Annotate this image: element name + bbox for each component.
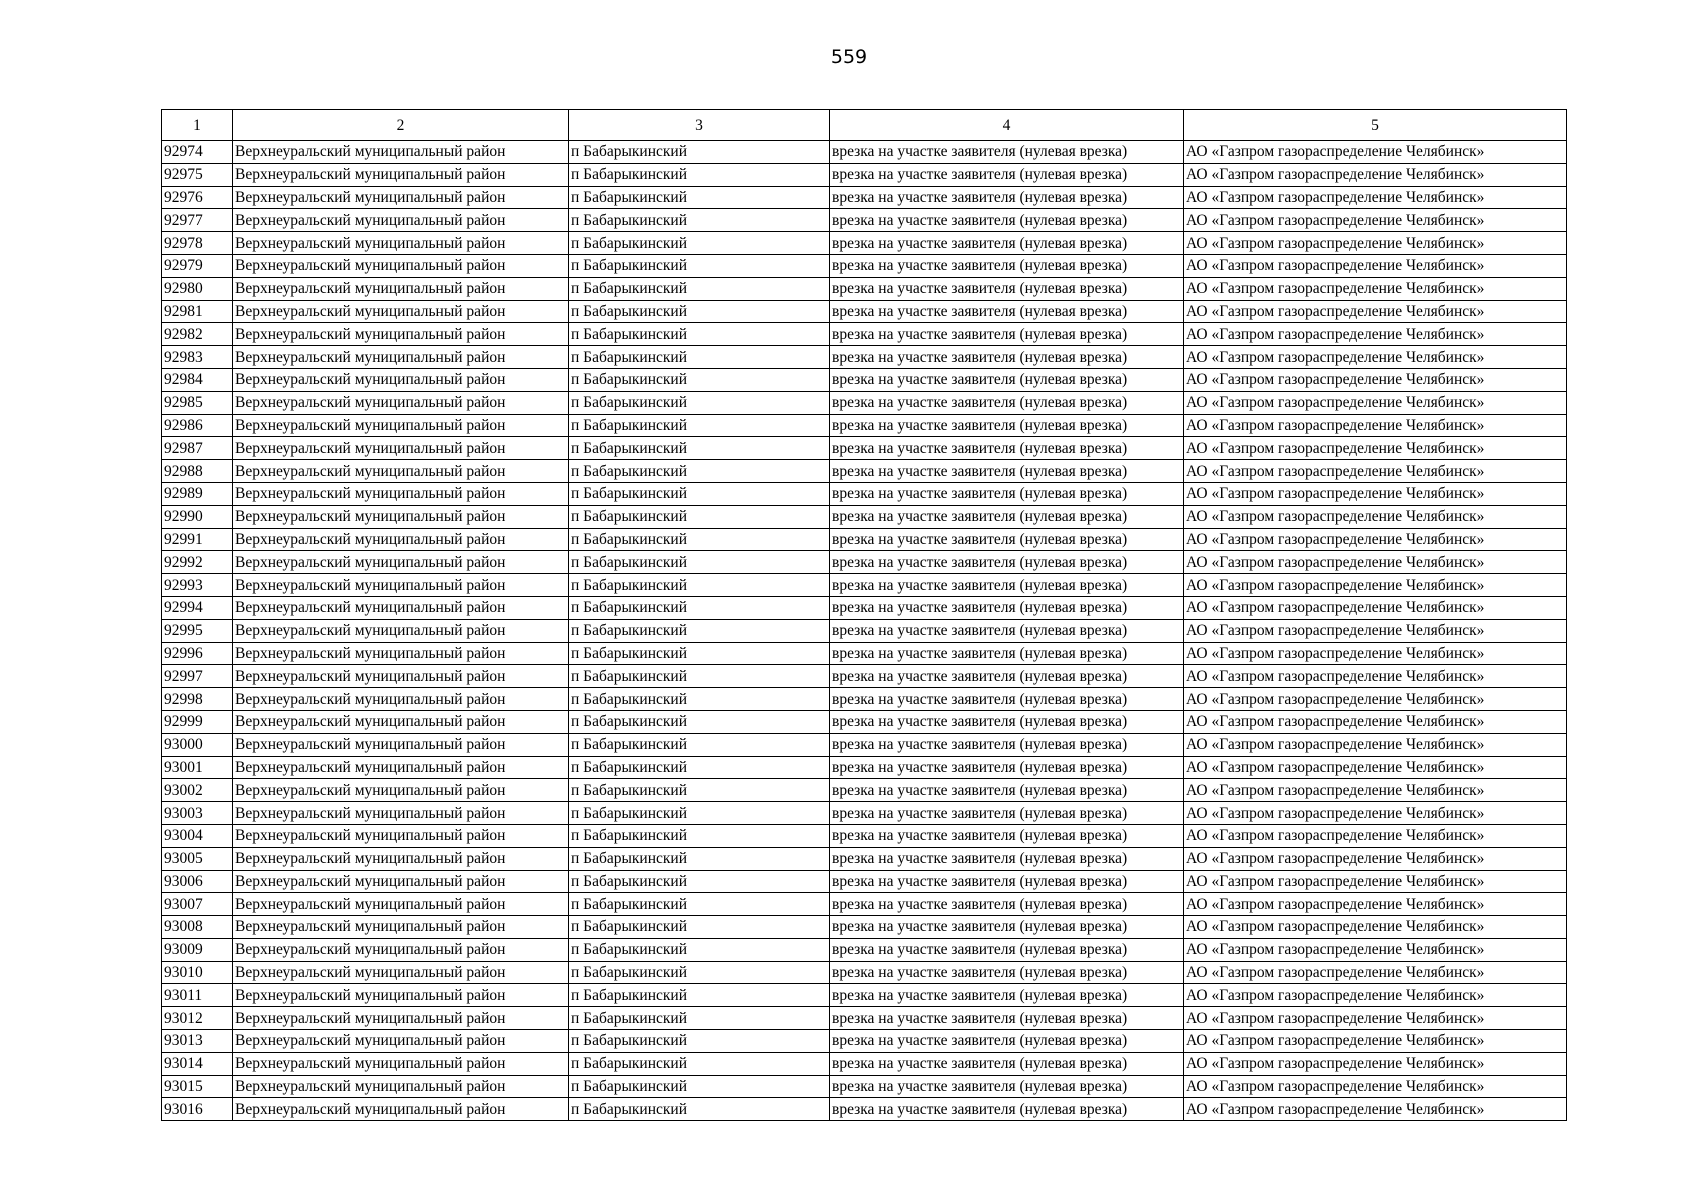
connection-type-cell: врезка на участке заявителя (нулевая врезка) [830, 437, 1184, 460]
organization-cell: АО «Газпром газораспределение Челябинск» [1184, 141, 1567, 164]
connection-type-cell: врезка на участке заявителя (нулевая врезка) [830, 710, 1184, 733]
row-number-cell: 92982 [162, 323, 233, 346]
settlement-cell: п Бабарыкинский [569, 254, 830, 277]
district-cell: Верхнеуральский муниципальный район [233, 551, 569, 574]
district-cell: Верхнеуральский муниципальный район [233, 824, 569, 847]
row-number-cell: 92990 [162, 505, 233, 528]
data-table [161, 109, 1567, 1121]
organization-cell: АО «Газпром газораспределение Челябинск» [1184, 938, 1567, 961]
settlement-cell: п Бабарыкинский [569, 391, 830, 414]
district-cell: Верхнеуральский муниципальный район [233, 414, 569, 437]
organization-cell: АО «Газпром газораспределение Челябинск» [1184, 756, 1567, 779]
settlement-cell: п Бабарыкинский [569, 961, 830, 984]
district-cell: Верхнеуральский муниципальный район [233, 619, 569, 642]
district-cell: Верхнеуральский муниципальный район [233, 802, 569, 825]
settlement-cell: п Бабарыкинский [569, 437, 830, 460]
table-row [162, 437, 1567, 460]
connection-type-cell: врезка на участке заявителя (нулевая врезка) [830, 368, 1184, 391]
connection-type-cell: врезка на участке заявителя (нулевая врезка) [830, 916, 1184, 939]
row-number-cell: 92978 [162, 232, 233, 255]
connection-type-cell: врезка на участке заявителя (нулевая врезка) [830, 551, 1184, 574]
organization-cell: АО «Газпром газораспределение Челябинск» [1184, 163, 1567, 186]
connection-type-cell: врезка на участке заявителя (нулевая врезка) [830, 528, 1184, 551]
connection-type-cell: врезка на участке заявителя (нулевая врезка) [830, 893, 1184, 916]
connection-type-cell: врезка на участке заявителя (нулевая врезка) [830, 482, 1184, 505]
organization-cell: АО «Газпром газораспределение Челябинск» [1184, 232, 1567, 255]
organization-cell: АО «Газпром газораспределение Челябинск» [1184, 802, 1567, 825]
organization-cell: АО «Газпром газораспределение Челябинск» [1184, 1007, 1567, 1030]
table-row [162, 665, 1567, 688]
row-number-cell: 92981 [162, 300, 233, 323]
settlement-cell: п Бабарыкинский [569, 528, 830, 551]
row-number-cell: 92983 [162, 346, 233, 369]
connection-type-cell: врезка на участке заявителя (нулевая врезка) [830, 1075, 1184, 1098]
settlement-cell: п Бабарыкинский [569, 232, 830, 255]
organization-cell: АО «Газпром газораспределение Челябинск» [1184, 710, 1567, 733]
connection-type-cell: врезка на участке заявителя (нулевая врезка) [830, 1030, 1184, 1053]
table-row [162, 163, 1567, 186]
table-row [162, 551, 1567, 574]
row-number-cell: 92997 [162, 665, 233, 688]
settlement-cell: п Бабарыкинский [569, 710, 830, 733]
connection-type-cell: врезка на участке заявителя (нулевая врезка) [830, 984, 1184, 1007]
connection-type-cell: врезка на участке заявителя (нулевая врезка) [830, 232, 1184, 255]
district-cell: Верхнеуральский муниципальный район [233, 1030, 569, 1053]
settlement-cell: п Бабарыкинский [569, 141, 830, 164]
table-row [162, 277, 1567, 300]
connection-type-cell: врезка на участке заявителя (нулевая врезка) [830, 254, 1184, 277]
row-number-cell: 93012 [162, 1007, 233, 1030]
connection-type-cell: врезка на участке заявителя (нулевая врезка) [830, 779, 1184, 802]
district-cell: Верхнеуральский муниципальный район [233, 323, 569, 346]
connection-type-cell: врезка на участке заявителя (нулевая врезка) [830, 642, 1184, 665]
settlement-cell: п Бабарыкинский [569, 619, 830, 642]
table-row [162, 346, 1567, 369]
connection-type-cell: врезка на участке заявителя (нулевая врезка) [830, 1052, 1184, 1075]
row-number-cell: 93014 [162, 1052, 233, 1075]
connection-type-cell: врезка на участке заявителя (нулевая врезка) [830, 186, 1184, 209]
row-number-cell: 92991 [162, 528, 233, 551]
organization-cell: АО «Газпром газораспределение Челябинск» [1184, 596, 1567, 619]
table-row [162, 1052, 1567, 1075]
organization-cell: АО «Газпром газораспределение Челябинск» [1184, 642, 1567, 665]
row-number-cell: 92989 [162, 482, 233, 505]
district-cell: Верхнеуральский муниципальный район [233, 391, 569, 414]
district-cell: Верхнеуральский муниципальный район [233, 460, 569, 483]
organization-cell: АО «Газпром газораспределение Челябинск» [1184, 414, 1567, 437]
connection-type-cell: врезка на участке заявителя (нулевая врезка) [830, 505, 1184, 528]
row-number-cell: 92996 [162, 642, 233, 665]
table-row [162, 710, 1567, 733]
row-number-cell: 93009 [162, 938, 233, 961]
organization-cell: АО «Газпром газораспределение Челябинск» [1184, 505, 1567, 528]
connection-type-cell: врезка на участке заявителя (нулевая врезка) [830, 688, 1184, 711]
row-number-cell: 93006 [162, 870, 233, 893]
district-cell: Верхнеуральский муниципальный район [233, 1007, 569, 1030]
table-row [162, 1030, 1567, 1053]
district-cell: Верхнеуральский муниципальный район [233, 596, 569, 619]
row-number-cell: 92995 [162, 619, 233, 642]
row-number-cell: 92985 [162, 391, 233, 414]
table-row [162, 414, 1567, 437]
organization-cell: АО «Газпром газораспределение Челябинск» [1184, 733, 1567, 756]
connection-type-cell: врезка на участке заявителя (нулевая врезка) [830, 619, 1184, 642]
table-row [162, 323, 1567, 346]
organization-cell: АО «Газпром газораспределение Челябинск» [1184, 346, 1567, 369]
connection-type-cell: врезка на участке заявителя (нулевая врезка) [830, 961, 1184, 984]
row-number-cell: 92992 [162, 551, 233, 574]
settlement-cell: п Бабарыкинский [569, 1075, 830, 1098]
settlement-cell: п Бабарыкинский [569, 665, 830, 688]
connection-type-cell: врезка на участке заявителя (нулевая врезка) [830, 665, 1184, 688]
row-number-cell: 92993 [162, 574, 233, 597]
row-number-cell: 93016 [162, 1098, 233, 1121]
settlement-cell: п Бабарыкинский [569, 186, 830, 209]
district-cell: Верхнеуральский муниципальный район [233, 870, 569, 893]
district-cell: Верхнеуральский муниципальный район [233, 254, 569, 277]
row-number-cell: 92998 [162, 688, 233, 711]
connection-type-cell: врезка на участке заявителя (нулевая врезка) [830, 847, 1184, 870]
district-cell: Верхнеуральский муниципальный район [233, 1052, 569, 1075]
settlement-cell: п Бабарыкинский [569, 1098, 830, 1121]
table-row [162, 619, 1567, 642]
organization-cell: АО «Газпром газораспределение Челябинск» [1184, 482, 1567, 505]
connection-type-cell: врезка на участке заявителя (нулевая врезка) [830, 938, 1184, 961]
organization-cell: АО «Газпром газораспределение Челябинск» [1184, 323, 1567, 346]
connection-type-cell: врезка на участке заявителя (нулевая врезка) [830, 733, 1184, 756]
table-row [162, 186, 1567, 209]
settlement-cell: п Бабарыкинский [569, 938, 830, 961]
district-cell: Верхнеуральский муниципальный район [233, 505, 569, 528]
settlement-cell: п Бабарыкинский [569, 642, 830, 665]
row-number-cell: 93015 [162, 1075, 233, 1098]
table-row [162, 232, 1567, 255]
district-cell: Верхнеуральский муниципальный район [233, 893, 569, 916]
district-cell: Верхнеуральский муниципальный район [233, 779, 569, 802]
settlement-cell: п Бабарыкинский [569, 870, 830, 893]
settlement-cell: п Бабарыкинский [569, 505, 830, 528]
page-number: 559 [830, 46, 868, 68]
settlement-cell: п Бабарыкинский [569, 1052, 830, 1075]
column-header-2: 2 [233, 110, 569, 141]
connection-type-cell: врезка на участке заявителя (нулевая врезка) [830, 802, 1184, 825]
row-number-cell: 93000 [162, 733, 233, 756]
table-row [162, 254, 1567, 277]
district-cell: Верхнеуральский муниципальный район [233, 141, 569, 164]
settlement-cell: п Бабарыкинский [569, 984, 830, 1007]
connection-type-cell: врезка на участке заявителя (нулевая врезка) [830, 346, 1184, 369]
settlement-cell: п Бабарыкинский [569, 323, 830, 346]
settlement-cell: п Бабарыкинский [569, 688, 830, 711]
settlement-cell: п Бабарыкинский [569, 847, 830, 870]
district-cell: Верхнеуральский муниципальный район [233, 847, 569, 870]
connection-type-cell: врезка на участке заявителя (нулевая врезка) [830, 277, 1184, 300]
settlement-cell: п Бабарыкинский [569, 1007, 830, 1030]
table-row [162, 209, 1567, 232]
table-row [162, 596, 1567, 619]
table-row [162, 938, 1567, 961]
connection-type-cell: врезка на участке заявителя (нулевая врезка) [830, 391, 1184, 414]
organization-cell: АО «Газпром газораспределение Челябинск» [1184, 368, 1567, 391]
district-cell: Верхнеуральский муниципальный район [233, 688, 569, 711]
organization-cell: АО «Газпром газораспределение Челябинск» [1184, 1098, 1567, 1121]
header-row [162, 110, 1567, 141]
organization-cell: АО «Газпром газораспределение Челябинск» [1184, 209, 1567, 232]
organization-cell: АО «Газпром газораспределение Челябинск» [1184, 961, 1567, 984]
row-number-cell: 93010 [162, 961, 233, 984]
district-cell: Верхнеуральский муниципальный район [233, 186, 569, 209]
row-number-cell: 93005 [162, 847, 233, 870]
settlement-cell: п Бабарыкинский [569, 574, 830, 597]
district-cell: Верхнеуральский муниципальный район [233, 916, 569, 939]
connection-type-cell: врезка на участке заявителя (нулевая врезка) [830, 460, 1184, 483]
column-header-5: 5 [1184, 110, 1567, 141]
row-number-cell: 93001 [162, 756, 233, 779]
table-row [162, 505, 1567, 528]
row-number-cell: 93011 [162, 984, 233, 1007]
row-number-cell: 92994 [162, 596, 233, 619]
settlement-cell: п Бабарыкинский [569, 277, 830, 300]
settlement-cell: п Бабарыкинский [569, 414, 830, 437]
connection-type-cell: врезка на участке заявителя (нулевая врезка) [830, 141, 1184, 164]
table-row [162, 733, 1567, 756]
organization-cell: АО «Газпром газораспределение Челябинск» [1184, 300, 1567, 323]
row-number-cell: 92986 [162, 414, 233, 437]
table-row [162, 824, 1567, 847]
table-row [162, 779, 1567, 802]
organization-cell: АО «Газпром газораспределение Челябинск» [1184, 688, 1567, 711]
table-body [162, 141, 1567, 1121]
district-cell: Верхнеуральский муниципальный район [233, 642, 569, 665]
table-row [162, 916, 1567, 939]
district-cell: Верхнеуральский муниципальный район [233, 277, 569, 300]
settlement-cell: п Бабарыкинский [569, 163, 830, 186]
connection-type-cell: врезка на участке заявителя (нулевая врезка) [830, 870, 1184, 893]
organization-cell: АО «Газпром газораспределение Челябинск» [1184, 391, 1567, 414]
organization-cell: АО «Газпром газораспределение Челябинск» [1184, 1030, 1567, 1053]
district-cell: Верхнеуральский муниципальный район [233, 665, 569, 688]
connection-type-cell: врезка на участке заявителя (нулевая врезка) [830, 1007, 1184, 1030]
organization-cell: АО «Газпром газораспределение Челябинск» [1184, 551, 1567, 574]
table-row [162, 300, 1567, 323]
settlement-cell: п Бабарыкинский [569, 733, 830, 756]
organization-cell: АО «Газпром газораспределение Челябинск» [1184, 277, 1567, 300]
connection-type-cell: врезка на участке заявителя (нулевая врезка) [830, 163, 1184, 186]
organization-cell: АО «Газпром газораспределение Челябинск» [1184, 847, 1567, 870]
connection-type-cell: врезка на участке заявителя (нулевая врезка) [830, 323, 1184, 346]
connection-type-cell: врезка на участке заявителя (нулевая врезка) [830, 209, 1184, 232]
table-row [162, 482, 1567, 505]
organization-cell: АО «Газпром газораспределение Челябинск» [1184, 984, 1567, 1007]
row-number-cell: 92980 [162, 277, 233, 300]
district-cell: Верхнеуральский муниципальный район [233, 163, 569, 186]
settlement-cell: п Бабарыкинский [569, 916, 830, 939]
table-row [162, 1007, 1567, 1030]
connection-type-cell: врезка на участке заявителя (нулевая врезка) [830, 824, 1184, 847]
district-cell: Верхнеуральский муниципальный район [233, 300, 569, 323]
district-cell: Верхнеуральский муниципальный район [233, 710, 569, 733]
district-cell: Верхнеуральский муниципальный район [233, 232, 569, 255]
row-number-cell: 93003 [162, 802, 233, 825]
row-number-cell: 92975 [162, 163, 233, 186]
organization-cell: АО «Газпром газораспределение Челябинск» [1184, 665, 1567, 688]
table-row [162, 802, 1567, 825]
table-row [162, 460, 1567, 483]
district-cell: Верхнеуральский муниципальный район [233, 733, 569, 756]
settlement-cell: п Бабарыкинский [569, 209, 830, 232]
row-number-cell: 93008 [162, 916, 233, 939]
organization-cell: АО «Газпром газораспределение Челябинск» [1184, 437, 1567, 460]
connection-type-cell: врезка на участке заявителя (нулевая врезка) [830, 414, 1184, 437]
organization-cell: АО «Газпром газораспределение Челябинск» [1184, 619, 1567, 642]
table-row [162, 391, 1567, 414]
row-number-cell: 92977 [162, 209, 233, 232]
settlement-cell: п Бабарыкинский [569, 368, 830, 391]
organization-cell: АО «Газпром газораспределение Челябинск» [1184, 916, 1567, 939]
settlement-cell: п Бабарыкинский [569, 300, 830, 323]
connection-type-cell: врезка на участке заявителя (нулевая врезка) [830, 300, 1184, 323]
settlement-cell: п Бабарыкинский [569, 460, 830, 483]
connection-type-cell: врезка на участке заявителя (нулевая врезка) [830, 756, 1184, 779]
district-cell: Верхнеуральский муниципальный район [233, 756, 569, 779]
table-row [162, 1075, 1567, 1098]
row-number-cell: 93002 [162, 779, 233, 802]
organization-cell: АО «Газпром газораспределение Челябинск» [1184, 824, 1567, 847]
district-cell: Верхнеуральский муниципальный район [233, 482, 569, 505]
organization-cell: АО «Газпром газораспределение Челябинск» [1184, 779, 1567, 802]
district-cell: Верхнеуральский муниципальный район [233, 346, 569, 369]
table-row [162, 368, 1567, 391]
organization-cell: АО «Газпром газораспределение Челябинск» [1184, 528, 1567, 551]
table-row [162, 141, 1567, 164]
organization-cell: АО «Газпром газораспределение Челябинск» [1184, 460, 1567, 483]
settlement-cell: п Бабарыкинский [569, 756, 830, 779]
table-row [162, 847, 1567, 870]
table-row [162, 642, 1567, 665]
row-number-cell: 92974 [162, 141, 233, 164]
settlement-cell: п Бабарыкинский [569, 824, 830, 847]
district-cell: Верхнеуральский муниципальный район [233, 209, 569, 232]
row-number-cell: 92976 [162, 186, 233, 209]
row-number-cell: 92979 [162, 254, 233, 277]
connection-type-cell: врезка на участке заявителя (нулевая врезка) [830, 574, 1184, 597]
table-row [162, 688, 1567, 711]
column-header-1: 1 [162, 110, 233, 141]
row-number-cell: 93013 [162, 1030, 233, 1053]
row-number-cell: 92999 [162, 710, 233, 733]
district-cell: Верхнеуральский муниципальный район [233, 528, 569, 551]
organization-cell: АО «Газпром газораспределение Челябинск» [1184, 186, 1567, 209]
row-number-cell: 93007 [162, 893, 233, 916]
organization-cell: АО «Газпром газораспределение Челябинск» [1184, 893, 1567, 916]
district-cell: Верхнеуральский муниципальный район [233, 1075, 569, 1098]
district-cell: Верхнеуральский муниципальный район [233, 1098, 569, 1121]
column-header-4: 4 [830, 110, 1184, 141]
district-cell: Верхнеуральский муниципальный район [233, 437, 569, 460]
column-header-3: 3 [569, 110, 830, 141]
settlement-cell: п Бабарыкинский [569, 1030, 830, 1053]
table-row [162, 984, 1567, 1007]
settlement-cell: п Бабарыкинский [569, 482, 830, 505]
district-cell: Верхнеуральский муниципальный район [233, 938, 569, 961]
table-row [162, 756, 1567, 779]
table-row [162, 574, 1567, 597]
district-cell: Верхнеуральский муниципальный район [233, 961, 569, 984]
district-cell: Верхнеуральский муниципальный район [233, 368, 569, 391]
row-number-cell: 92984 [162, 368, 233, 391]
table-row [162, 528, 1567, 551]
table-row [162, 893, 1567, 916]
settlement-cell: п Бабарыкинский [569, 346, 830, 369]
organization-cell: АО «Газпром газораспределение Челябинск» [1184, 1052, 1567, 1075]
row-number-cell: 92988 [162, 460, 233, 483]
table-row [162, 961, 1567, 984]
connection-type-cell: врезка на участке заявителя (нулевая врезка) [830, 1098, 1184, 1121]
table-row [162, 870, 1567, 893]
connection-type-cell: врезка на участке заявителя (нулевая врезка) [830, 596, 1184, 619]
settlement-cell: п Бабарыкинский [569, 893, 830, 916]
settlement-cell: п Бабарыкинский [569, 551, 830, 574]
organization-cell: АО «Газпром газораспределение Челябинск» [1184, 254, 1567, 277]
settlement-cell: п Бабарыкинский [569, 802, 830, 825]
organization-cell: АО «Газпром газораспределение Челябинск» [1184, 574, 1567, 597]
settlement-cell: п Бабарыкинский [569, 596, 830, 619]
organization-cell: АО «Газпром газораспределение Челябинск» [1184, 1075, 1567, 1098]
row-number-cell: 92987 [162, 437, 233, 460]
settlement-cell: п Бабарыкинский [569, 779, 830, 802]
row-number-cell: 93004 [162, 824, 233, 847]
organization-cell: АО «Газпром газораспределение Челябинск» [1184, 870, 1567, 893]
table-row [162, 1098, 1567, 1121]
district-cell: Верхнеуральский муниципальный район [233, 574, 569, 597]
district-cell: Верхнеуральский муниципальный район [233, 984, 569, 1007]
